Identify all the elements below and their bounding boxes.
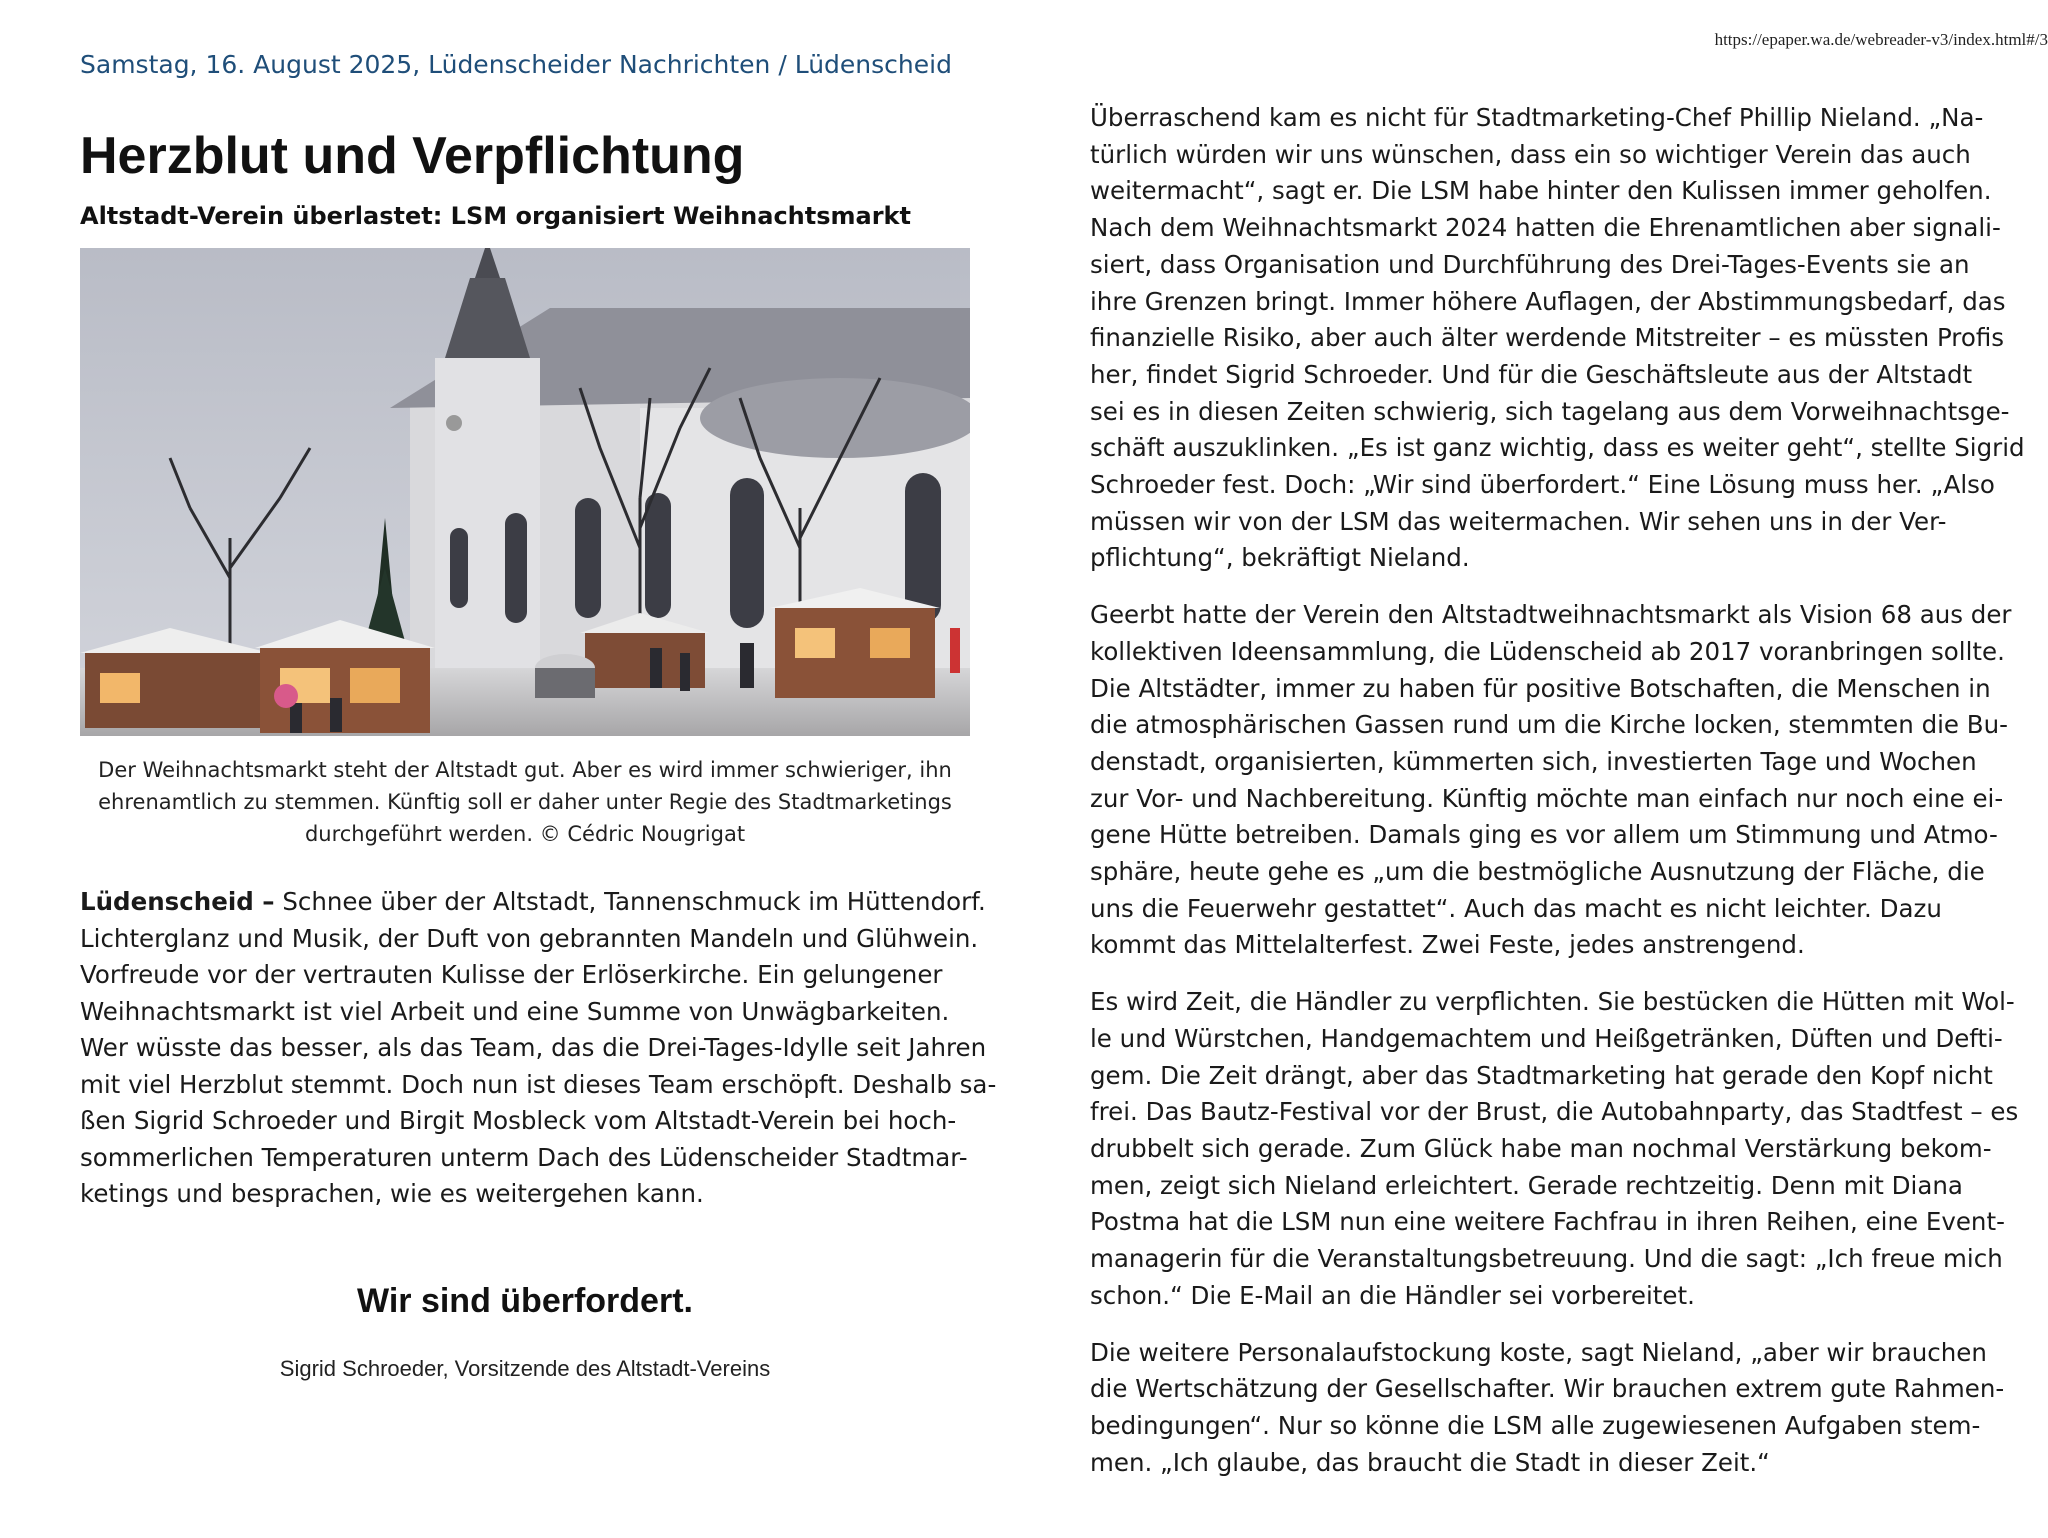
body-line: managerin für die Veranstaltungsbetreuung. Und die sagt: „Ich freue mich [1090,1244,2003,1274]
body-line: Schroeder fest. Doch: „Wir sind überfordert.“ Eine Lösung muss her. „Also [1090,470,1995,500]
lead-line: mit viel Herzblut stemmt. Doch nun ist dieses Team erschöpft. Deshalb sa- [80,1069,997,1099]
body-line: Die Altstädter, immer zu haben für positive Botschaften, die Menschen in [1090,673,1991,703]
body-line: die atmosphärischen Gassen rund um die Kirche locken, stemmten die Bu- [1090,710,2008,740]
body-line: kollektiven Ideensammlung, die Lüdenscheid ab 2017 voranbringen sollte. [1090,636,2005,666]
headline: Herzblut und Verpflichtung [80,127,745,185]
article-body-column [1090,100,2025,1481]
lead-line-text: Schnee über der Altstadt, Tannenschmuck im Hüttendorf. [274,887,986,916]
lead-paragraph [80,884,997,1213]
lead-line: Lichterglanz und Musik, der Duft von gebrannten Mandeln und Glühwein. [80,923,979,953]
body-line: le und Würstchen, Handgemachtem und Heißgetränken, Düften und Defti- [1090,1023,2003,1053]
lead-line: sommerlichen Temperaturen unterm Dach des Lüdenscheider Stadtmar- [80,1142,968,1172]
body-paragraph [1090,100,2025,577]
body-line: Überraschend kam es nicht für Stadtmarketing-Chef Phillip Nieland. „Na- [1090,103,1984,132]
body-line: men, zeigt sich Nieland erleichtert. Gerade rechtzeitig. Denn mit Diana [1090,1170,1963,1200]
article-photo [80,248,970,736]
body-line: Geerbt hatte der Verein den Altstadtweihnachtsmarkt als Vision 68 aus der [1090,600,2012,630]
body-line: schon.“ Die E-Mail an die Händler sei vorbereitet. [1090,1280,1695,1310]
body-line: schäft auszuklinken. „Es ist ganz wichtig, dass es weiter geht“, stellte Sigrid [1090,433,2025,463]
body-line: finanzielle Risiko, aber auch älter werdende Mitstreiter – es müssten Profis [1090,323,2005,353]
body-line: siert, dass Organisation und Durchführung des Drei-Tages-Events sie an [1090,249,1970,279]
subheadline: Altstadt-Verein überlastet: LSM organisiert Weihnachtsmarkt [80,202,911,230]
body-line: Die weitere Personalaufstockung koste, sagt Nieland, „aber wir brauchen [1090,1337,1987,1367]
body-line: gem. Die Zeit drängt, aber das Stadtmarketing hat gerade den Kopf nicht [1090,1060,1993,1090]
body-paragraph [1090,597,2010,964]
body-line: Nach dem Weihnachtsmarkt 2024 hatten die Ehrenamtlichen aber signali- [1090,213,2001,243]
body-line: her, findet Sigrid Schroeder. Und für die Geschäftsleute aus der Altstadt [1090,359,1973,389]
body-line: sphäre, heute gehe es „um die bestmögliche Ausnutzung der Fläche, die [1090,857,1985,887]
body-line: Es wird Zeit, die Händler zu verpflichten. Sie bestücken die Hütten mit Wol- [1090,987,2015,1017]
body-line: sei es in diesen Zeiten schwierig, sich tagelang aus dem Vorweihnachtsge- [1090,396,2010,426]
body-paragraph [1090,1335,2010,1482]
caption-line: Der Weihnachtsmarkt steht der Altstadt gut. Aber es wird immer schwieriger, ihn [98,758,952,782]
body-line: men. „Ich glaube, das braucht die Stadt in dieser Zeit.“ [1090,1447,1770,1477]
lead-line: ßen Sigrid Schroeder und Birgit Mosbleck vom Altstadt-Verein bei hoch- [80,1106,957,1135]
christmas-market-church-photo [80,248,970,736]
photo-caption [80,754,970,850]
caption-line: durchgeführt werden. © Cédric Nougrigat [304,822,746,846]
body-line: türlich würden wir uns wünschen, dass ein so wichtiger Verein das auch [1090,139,1971,169]
body-line: kommt das Mittelalterfest. Zwei Feste, jedes anstrengend. [1090,930,1805,960]
lead-line [80,884,986,921]
body-line: die Wertschätzung der Gesellschafter. Wir brauchen extrem gute Rahmen- [1090,1374,2005,1404]
caption-line: ehrenamtlich zu stemmen. Künftig soll er daher unter Regie des Stadtmarketings [98,790,952,814]
body-line: weitermacht“, sagt er. Die LSM habe hinter den Kulissen immer geholfen. [1090,176,1992,206]
browser-url: https://epaper.wa.de/webreader-v3/index.html#/3 [1714,30,2048,49]
body-line: pflichtung“, bekräftigt Nieland. [1090,543,1470,573]
body-line: ihre Grenzen bringt. Immer höhere Auflagen, der Abstimmungsbedarf, das [1090,286,2006,316]
body-paragraph [1090,984,2019,1314]
pull-quote-source: Sigrid Schroeder, Vorsitzende des Altstadt-Vereins [279,1356,771,1381]
lead-line: Weihnachtsmarkt ist viel Arbeit und eine Summe von Unwägbarkeiten. [80,996,950,1026]
body-line: müssen wir von der LSM das weitermachen. Wir sehen uns in der Ver- [1090,506,1947,536]
body-line: drubbelt sich gerade. Zum Glück habe man nochmal Verstärkung bekom- [1090,1133,1992,1163]
dateline: Samstag, 16. August 2025, Lüdenscheider Nachrichten / Lüdenscheid [80,50,952,79]
body-line: denstadt, organisierten, kümmerten sich, investierten Tage und Wochen [1090,746,1977,776]
body-line: frei. Das Bautz-Festival vor der Brust, die Autobahnparty, das Stadtfest – es [1090,1097,2019,1127]
lead-line: Wer wüsste das besser, als das Team, das die Drei-Tages-Idylle seit Jahren [80,1033,987,1062]
body-line: Postma hat die LSM nun eine weitere Fachfrau in ihren Reihen, eine Event- [1090,1207,2005,1237]
lead-line: ketings und besprachen, wie es weitergehen kann. [80,1179,704,1208]
body-line: uns die Feuerwehr gestattet“. Auch das macht es nicht leichter. Dazu [1090,893,1942,923]
body-line: bedingungen“. Nur so könne die LSM alle zugewiesenen Aufgaben stem- [1090,1410,1981,1440]
lead-place: Lüdenscheid – [80,887,275,916]
body-line: zur Vor- und Nachbereitung. Künftig möchte man einfach nur noch eine ei- [1090,783,2004,813]
lead-line: Vorfreude vor der vertrauten Kulisse der Erlöserkirche. Ein gelungener [80,960,943,989]
pull-quote: Wir sind überfordert. [357,1282,693,1320]
body-line: gene Hütte betreiben. Damals ging es vor allem um Stimmung und Atmo- [1090,820,1998,850]
